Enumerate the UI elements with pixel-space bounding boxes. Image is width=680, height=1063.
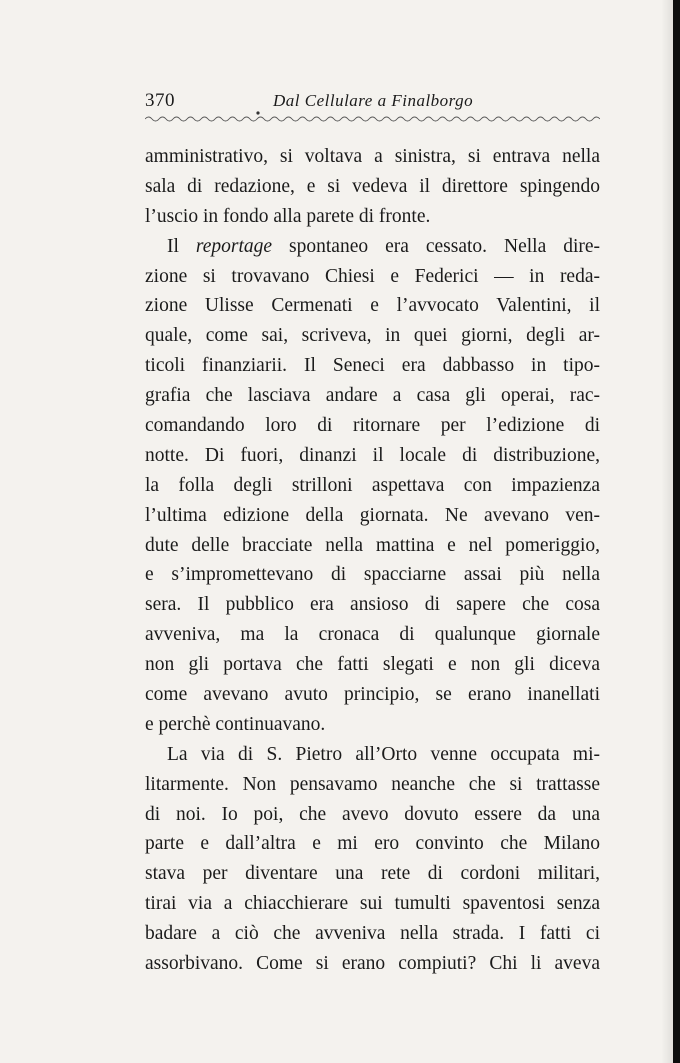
italic-word: reportage <box>195 235 273 257</box>
text-line: notte. Di fuori, dinanzi il locale di distribuzione, <box>145 444 600 466</box>
text-segment: spontaneo era cessato. Nella dire- <box>272 235 601 257</box>
text-line: sala di redazione, e si vedeva il direttore spingendo <box>145 175 600 197</box>
text-line: sera. Il pubblico era ansioso di sapere che cosa <box>145 594 600 616</box>
text-line: parte e dall’altra e mi ero convinto che Milano <box>145 833 600 855</box>
text-line: tirai via a chiacchierare sui tumulti spaventosi senza <box>145 893 600 915</box>
text-segment: Il <box>167 235 196 257</box>
text-line: zione si trovavano Chiesi e Federici — in reda- <box>145 265 600 287</box>
text-line: l’uscio in fondo alla parete di fronte. <box>145 205 431 227</box>
text-line: quale, come sai, scriveva, in quei giorni, degli ar- <box>145 325 600 347</box>
text-line: La via di S. Pietro all’Orto venne occupata mi- <box>167 743 600 765</box>
text-line: assorbivano. Come si erano compiuti? Chi li aveva <box>145 953 600 975</box>
text-line: grafia che lasciava andare a casa gli operai, rac- <box>145 385 600 407</box>
running-title: Dal Cellulare a Finalborgo <box>273 91 474 110</box>
text-line: ticoli finanziarii. Il Seneci era dabbasso in tipo- <box>145 355 600 377</box>
page-number: 370 <box>145 90 175 111</box>
text-line: la folla degli strilloni aspettava con impazienza <box>145 474 600 496</box>
text-line: amministrativo, si voltava a sinistra, si entrava nella <box>145 146 600 167</box>
text-line: come avevano avuto principio, se erano inanellati <box>145 684 600 706</box>
text-line: di noi. Io poi, che avevo dovuto essere da una <box>145 803 600 825</box>
text-line: dute delle bracciate nella mattina e nel pomeriggio, <box>145 534 600 556</box>
text-line: badare a ciò che avveniva nella strada. I fatti ci <box>145 923 600 945</box>
body-text <box>145 142 600 979</box>
text-line: zione Ulisse Cermenati e l’avvocato Valentini, il <box>145 295 600 317</box>
book-spine-edge <box>673 0 680 1063</box>
text-line: stava per diventare una rete di cordoni militari, <box>145 863 600 885</box>
text-line: comandando loro di ritornare per l’edizione di <box>145 415 600 437</box>
text-line: avveniva, ma la cronaca di qualunque giornale <box>145 624 600 646</box>
text-line: e s’impromettevano di spacciarne assai più nella <box>145 564 600 586</box>
decorative-wavy-rule <box>145 110 600 124</box>
text-line: non gli portava che fatti slegati e non gli diceva <box>145 654 600 676</box>
text-line: l’ultima edizione della giornata. Ne avevano ven- <box>145 504 600 526</box>
text-line <box>145 232 600 262</box>
text-line: e perchè continuavano. <box>145 713 326 735</box>
text-line: litarmente. Non pensavamo neanche che si trattasse <box>145 773 600 795</box>
page-gutter-shadow <box>661 0 673 1063</box>
